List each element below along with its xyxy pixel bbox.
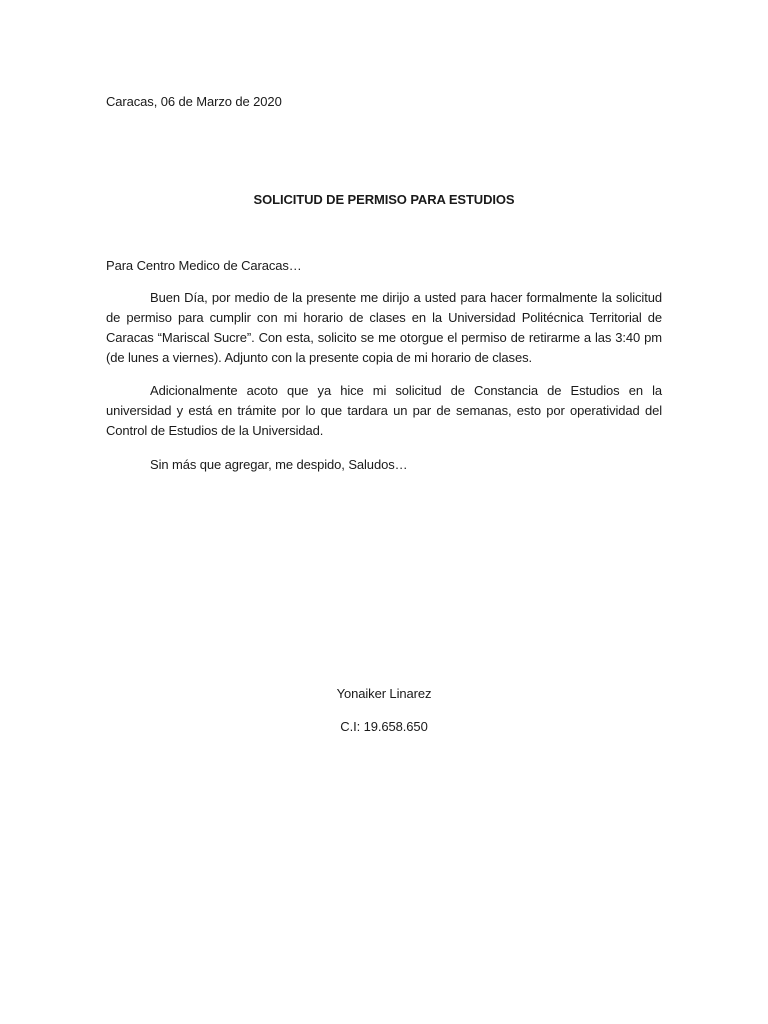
body-paragraph-closing: Sin más que agregar, me despido, Saludos… xyxy=(150,457,408,472)
body-paragraph-request: Buen Día, por medio de la presente me dirijo a usted para hacer formalmente la solicitud de permiso para cumplir con mi horario de clases en la Universidad Politécnica Territorial de Caracas “Mariscal Sucre”. Con esta, solicito se me otorgue el permiso de retirarme a las 3:40 pm (de lunes a viernes). Adjunto con la presente copia de mi horario de clases. xyxy=(106,290,662,365)
date-line: Caracas, 06 de Marzo de 2020 xyxy=(106,94,282,109)
signer-id-number: C.I: 19.658.650 xyxy=(340,719,428,734)
signer-name: Yonaiker Linarez xyxy=(336,686,432,701)
letter-title: SOLICITUD DE PERMISO PARA ESTUDIOS xyxy=(253,192,515,207)
body-paragraph-additional: Adicionalmente acoto que ya hice mi solicitud de Constancia de Estudios en la universidad y está en trámite por lo que tardara un par de semanas, esto por operatividad del Control de Estudios de la Universidad. xyxy=(106,383,662,438)
letter-greeting: Para Centro Medico de Caracas… xyxy=(106,258,302,273)
